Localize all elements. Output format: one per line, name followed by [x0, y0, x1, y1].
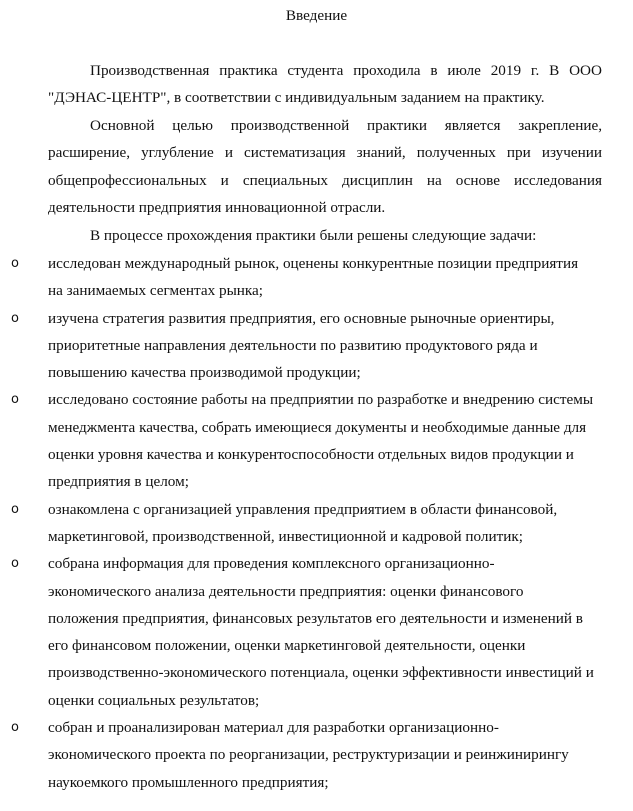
bullet-circle-icon: o — [11, 501, 19, 517]
bullet-circle-icon: o — [11, 392, 19, 408]
tasks-intro-paragraph: В процессе прохождения практики были решены следующие задачи: — [90, 227, 537, 244]
goal-paragraph: Основной целью производственной практики является закрепление, расширение, углубление и систематизация знаний, полученных при изучении общепрофессиональных и специальных дисциплин на основе исследования деятельности предприятия инновационной отрасли. — [48, 117, 602, 216]
list-item — [0, 550, 596, 714]
list-item — [0, 305, 596, 387]
list-item — [0, 496, 596, 551]
bullet-circle-icon: o — [11, 256, 19, 271]
list-item-text: изучена стратегия развития предприятия, его основные рыночные ориентиры, приоритетные направления деятельности по развитию продуктового ряда и повышению качества производимой продукции; — [48, 309, 555, 382]
bullet-circle-icon: o — [11, 310, 19, 326]
page-title: Введение — [285, 7, 348, 24]
list-item-text: собрана информация для проведения комплексного организационно-экономического анализа деятельности предприятия: оценки финансового положения предприятия, финансовых результатов его деятельности и изменений в его финансовом положении, оценки маркетинговой деятельности, оценки производственно-экономического потенциала, оценки эффективности инвестиций и оценки социальных результатов; — [48, 555, 594, 709]
list-item-text: исследовано состояние работы на предприятии по разработке и внедрению системы менеджмента качества, собрать имеющиеся документы и необходимые данные для оценки уровня качества и конкурентоспособности отдельных видов продукции и предприятия в целом; — [48, 391, 594, 491]
list-item — [0, 250, 596, 305]
bullet-circle-icon: o — [11, 556, 19, 572]
intro-paragraph: Производственная практика студента проходила в июле 2019 г. В ООО "ДЭНАС-ЦЕНТР", в соответствии с индивидуальным заданием на практику. — [48, 62, 602, 107]
list-item — [0, 386, 596, 495]
list-item-text: собран и проанализирован материал для разработки организационно-экономического проекта по реорганизации, реструктуризации и реинжинирингу наукоемкого промышленного предприятия; — [48, 719, 569, 791]
bullet-circle-icon: o — [11, 720, 19, 736]
list-item-text: исследован международный рынок, оценены конкурентные позиции предприятия на занимаемых сегментах рынка; — [48, 255, 579, 300]
tasks-list — [0, 250, 633, 796]
list-item-text: ознакомлена с организацией управления предприятием в области финансовой, маркетинговой, производственной, инвестиционной и кадровой политик; — [48, 500, 558, 545]
list-item — [0, 714, 596, 796]
